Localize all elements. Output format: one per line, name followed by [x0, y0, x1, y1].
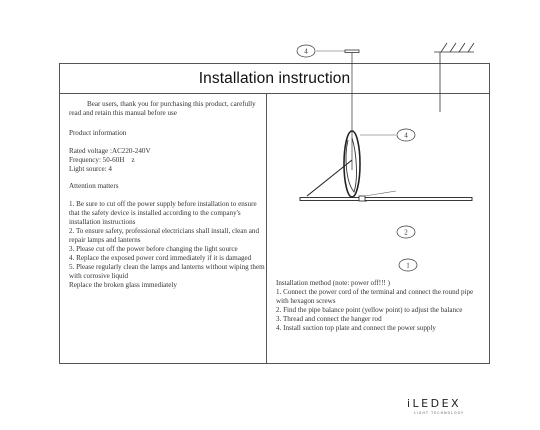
attention-item: 5. Please regularly clean the lamps and lanterns without wiping them with corrosive liquid	[69, 262, 265, 280]
attention-item: 4. Replace the exposed power cord immediately if it is damaged	[69, 253, 252, 262]
attention-item: 3. Please cut off the power before changing the light source	[69, 244, 238, 253]
attention-heading: Attention matters	[69, 182, 119, 191]
svg-text:2: 2	[404, 228, 408, 237]
svg-text:4: 4	[404, 131, 408, 140]
svg-text:4: 4	[304, 47, 308, 56]
method-heading: Installation method (note: power off!!! )	[276, 279, 390, 287]
spec-voltage: Rated voltage :AC220-240V	[69, 146, 151, 155]
method-item: 3. Thread and connect the hanger rod	[276, 315, 382, 324]
attention-item: 2. To ensure safety, professional electricians shall install, clean and repair lamps and lanterns	[69, 227, 259, 244]
method-item: 1. Connect the power cord of the terminal and connect the round pipe with hexagon screws	[276, 288, 474, 306]
attention-item: Replace the broken glass immediately	[69, 280, 177, 289]
callout-4-mid	[397, 129, 415, 141]
callout-2	[397, 226, 415, 238]
ceiling-hatch	[434, 43, 474, 112]
spec-light-source: Light source: 4	[69, 164, 112, 173]
product-heading: Product information	[69, 128, 127, 137]
brand-logo: iLEDEX	[407, 397, 462, 410]
attention-item: 1. Be sure to cut off the power supply before installation to ensure that the safety device is installed according to the company's installation instructions	[69, 200, 257, 227]
installation-method	[276, 279, 486, 334]
method-item: 4. Install suction top plate and connect the power supply	[276, 324, 436, 333]
spec-frequency: Frequency: 50-60H z	[69, 155, 135, 164]
lamp-diagram-lower	[234, 183, 484, 273]
callout-4-top	[297, 45, 315, 57]
intro-text: Bear users, thank you for purchasing this product, carefully read and retain this manual before use	[69, 100, 256, 117]
brand-tagline: LIGHT TECHNOLOGY	[414, 411, 465, 415]
method-item: 2. Find the pipe balance point (yellow point) to adjust the balance	[276, 306, 463, 315]
page-title: Installation instruction	[198, 69, 351, 87]
svg-text:1: 1	[406, 261, 410, 270]
lamp-diagram	[234, 42, 484, 202]
callout-1	[399, 259, 417, 271]
canopy-plate	[345, 50, 359, 170]
